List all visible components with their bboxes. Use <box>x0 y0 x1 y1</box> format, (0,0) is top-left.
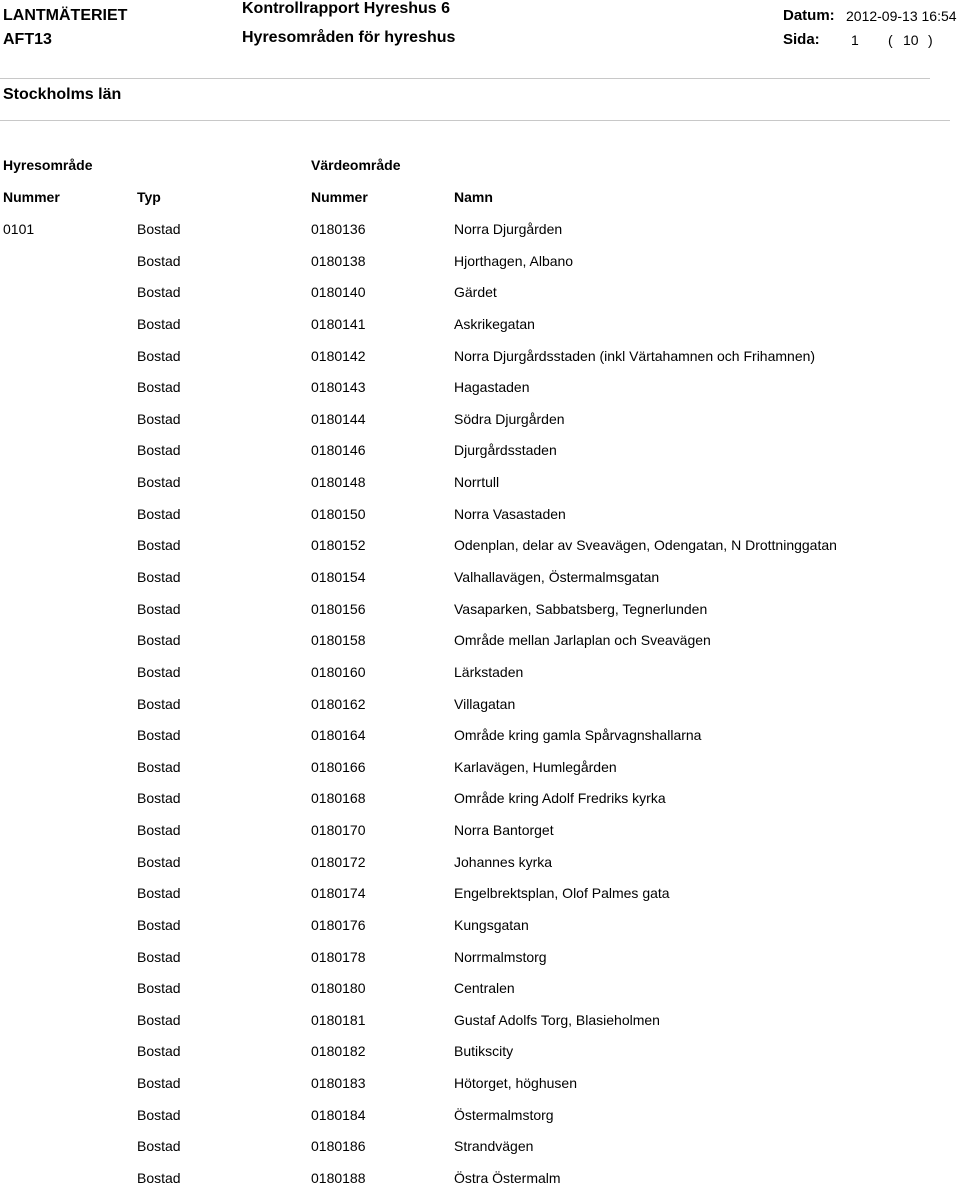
vardeomrade-nummer-cell: 0180150 <box>311 505 366 522</box>
typ-cell: Bostad <box>137 980 181 997</box>
typ-cell: Bostad <box>137 790 181 807</box>
report-subtitle: Hyresområden för hyreshus <box>242 29 456 46</box>
vardeomrade-nummer-cell: 0180183 <box>311 1075 366 1092</box>
typ-cell: Bostad <box>137 758 181 775</box>
namn-cell: Östra Östermalm <box>454 1170 561 1186</box>
typ-cell: Bostad <box>137 1043 181 1060</box>
table-row <box>0 538 960 552</box>
vardeomrade-nummer-cell: 0180143 <box>311 379 366 396</box>
namn-cell: Karlavägen, Humlegården <box>454 758 617 775</box>
namn-cell: Norra Djurgården <box>454 221 563 237</box>
typ-cell: Bostad <box>137 632 181 649</box>
vardeomrade-nummer-cell: 0180160 <box>311 663 366 680</box>
namn-cell: Norrtull <box>454 474 500 491</box>
table-row <box>0 1171 960 1185</box>
typ-cell: Bostad <box>137 1106 181 1123</box>
group-header-vardeomrade: Värdeområde <box>311 157 401 173</box>
typ-cell: Bostad <box>137 442 181 459</box>
namn-cell: Lärkstaden <box>454 663 524 680</box>
typ-cell: Bostad <box>137 505 181 522</box>
vardeomrade-nummer-cell: 0180174 <box>311 885 366 902</box>
table-row <box>0 1076 960 1090</box>
table-row <box>0 222 960 236</box>
typ-cell: Bostad <box>137 600 181 617</box>
table-row <box>0 1139 960 1153</box>
page-current: 1 <box>851 32 859 48</box>
hyresomrade-nummer-cell: 0101 <box>3 221 35 237</box>
page-total: 10 <box>903 32 919 48</box>
namn-cell: Askrikegatan <box>454 315 535 332</box>
table-row <box>0 728 960 742</box>
namn-cell: Valhallavägen, Östermalmsgatan <box>454 568 660 585</box>
table-row <box>0 633 960 647</box>
vardeomrade-nummer-cell: 0180140 <box>311 284 366 301</box>
typ-cell: Bostad <box>137 1011 181 1028</box>
column-header-typ: Typ <box>137 189 161 205</box>
vardeomrade-nummer-cell: 0180144 <box>311 410 366 427</box>
typ-cell: Bostad <box>137 948 181 965</box>
vardeomrade-nummer-cell: 0180170 <box>311 822 366 839</box>
namn-cell: Gärdet <box>454 284 497 301</box>
table-row <box>0 886 960 900</box>
typ-cell: Bostad <box>137 916 181 933</box>
namn-cell: Område kring gamla Spårvagnshallarna <box>454 727 702 744</box>
namn-cell: Kungsgatan <box>454 916 529 933</box>
typ-cell: Bostad <box>137 1170 181 1186</box>
column-header-vardeomrade-nummer: Nummer <box>311 189 368 205</box>
table-row <box>0 285 960 299</box>
typ-cell: Bostad <box>137 853 181 870</box>
vardeomrade-nummer-cell: 0180178 <box>311 948 366 965</box>
typ-cell: Bostad <box>137 252 181 269</box>
namn-cell: Norrmalmstorg <box>454 948 547 965</box>
namn-cell: Odenplan, delar av Sveavägen, Odengatan, N Drottninggatan <box>454 537 837 554</box>
date-label: Datum: <box>783 7 835 24</box>
table-row <box>0 665 960 679</box>
namn-cell: Hötorget, höghusen <box>454 1075 577 1092</box>
table-row <box>0 950 960 964</box>
table-row <box>0 254 960 268</box>
table-row <box>0 570 960 584</box>
column-header-namn: Namn <box>454 189 493 205</box>
namn-cell: Norra Vasastaden <box>454 505 566 522</box>
namn-cell: Johannes kyrka <box>454 853 553 870</box>
table-row <box>0 507 960 521</box>
table-row <box>0 380 960 394</box>
vardeomrade-nummer-cell: 0180162 <box>311 695 366 712</box>
namn-cell: Gustaf Adolfs Torg, Blasieholmen <box>454 1011 660 1028</box>
table-row <box>0 349 960 363</box>
vardeomrade-nummer-cell: 0180142 <box>311 347 366 364</box>
typ-cell: Bostad <box>137 410 181 427</box>
vardeomrade-nummer-cell: 0180148 <box>311 474 366 491</box>
typ-cell: Bostad <box>137 568 181 585</box>
namn-cell: Område kring Adolf Fredriks kyrka <box>454 790 666 807</box>
vardeomrade-nummer-cell: 0180136 <box>311 221 366 237</box>
column-header-hyresomrade-nummer: Nummer <box>3 189 60 205</box>
typ-cell: Bostad <box>137 695 181 712</box>
table-row <box>0 475 960 489</box>
vardeomrade-nummer-cell: 0180156 <box>311 600 366 617</box>
vardeomrade-nummer-cell: 0180181 <box>311 1011 366 1028</box>
table-row <box>0 791 960 805</box>
vardeomrade-nummer-cell: 0180184 <box>311 1106 366 1123</box>
namn-cell: Strandvägen <box>454 1138 534 1155</box>
typ-cell: Bostad <box>137 1138 181 1155</box>
page-close-paren: ) <box>928 32 933 48</box>
typ-cell: Bostad <box>137 885 181 902</box>
table-row <box>0 412 960 426</box>
table-row <box>0 855 960 869</box>
vardeomrade-nummer-cell: 0180176 <box>311 916 366 933</box>
vardeomrade-nummer-cell: 0180146 <box>311 442 366 459</box>
table-row <box>0 981 960 995</box>
typ-cell: Bostad <box>137 284 181 301</box>
table-row <box>0 823 960 837</box>
report-code: AFT13 <box>3 31 52 48</box>
vardeomrade-nummer-cell: 0180152 <box>311 537 366 554</box>
typ-cell: Bostad <box>137 727 181 744</box>
table-row <box>0 317 960 331</box>
namn-cell: Butikscity <box>454 1043 514 1060</box>
table-row <box>0 1108 960 1122</box>
typ-cell: Bostad <box>137 663 181 680</box>
namn-cell: Centralen <box>454 980 515 997</box>
table-row <box>0 1044 960 1058</box>
vardeomrade-nummer-cell: 0180141 <box>311 315 366 332</box>
vardeomrade-nummer-cell: 0180164 <box>311 727 366 744</box>
table-row <box>0 760 960 774</box>
table-row <box>0 697 960 711</box>
vardeomrade-nummer-cell: 0180186 <box>311 1138 366 1155</box>
namn-cell: Norra Bantorget <box>454 822 554 839</box>
table-row <box>0 602 960 616</box>
namn-cell: Vasaparken, Sabbatsberg, Tegnerlunden <box>454 600 708 617</box>
table-row <box>0 1013 960 1027</box>
table-row <box>0 443 960 457</box>
table-row <box>0 918 960 932</box>
vardeomrade-nummer-cell: 0180188 <box>311 1170 366 1186</box>
organization-name: LANTMÄTERIET <box>3 7 128 24</box>
namn-cell: Södra Djurgården <box>454 410 565 427</box>
vardeomrade-nummer-cell: 0180172 <box>311 853 366 870</box>
namn-cell: Hjorthagen, Albano <box>454 252 574 269</box>
namn-cell: Område mellan Jarlaplan och Sveavägen <box>454 632 711 649</box>
namn-cell: Östermalmstorg <box>454 1106 554 1123</box>
group-header-hyresomrade: Hyresområde <box>3 157 93 173</box>
namn-cell: Hagastaden <box>454 379 530 396</box>
typ-cell: Bostad <box>137 474 181 491</box>
date-value: 2012-09-13 16:54 <box>846 8 957 24</box>
namn-cell: Norra Djurgårdsstaden (inkl Värtahamnen och Frihamnen) <box>454 347 816 364</box>
region-title: Stockholms län <box>3 86 122 103</box>
vardeomrade-nummer-cell: 0180166 <box>311 758 366 775</box>
vardeomrade-nummer-cell: 0180158 <box>311 632 366 649</box>
report-title: Kontrollrapport Hyreshus 6 <box>242 0 451 17</box>
page-label: Sida: <box>783 31 820 48</box>
typ-cell: Bostad <box>137 822 181 839</box>
namn-cell: Djurgårdsstaden <box>454 442 557 459</box>
typ-cell: Bostad <box>137 221 181 237</box>
typ-cell: Bostad <box>137 537 181 554</box>
vardeomrade-nummer-cell: 0180154 <box>311 568 366 585</box>
vardeomrade-nummer-cell: 0180180 <box>311 980 366 997</box>
vardeomrade-nummer-cell: 0180182 <box>311 1043 366 1060</box>
typ-cell: Bostad <box>137 379 181 396</box>
namn-cell: Engelbrektsplan, Olof Palmes gata <box>454 885 670 902</box>
namn-cell: Villagatan <box>454 695 516 712</box>
typ-cell: Bostad <box>137 315 181 332</box>
typ-cell: Bostad <box>137 1075 181 1092</box>
page-open-paren: ( <box>888 32 893 48</box>
typ-cell: Bostad <box>137 347 181 364</box>
vardeomrade-nummer-cell: 0180168 <box>311 790 366 807</box>
vardeomrade-nummer-cell: 0180138 <box>311 252 366 269</box>
